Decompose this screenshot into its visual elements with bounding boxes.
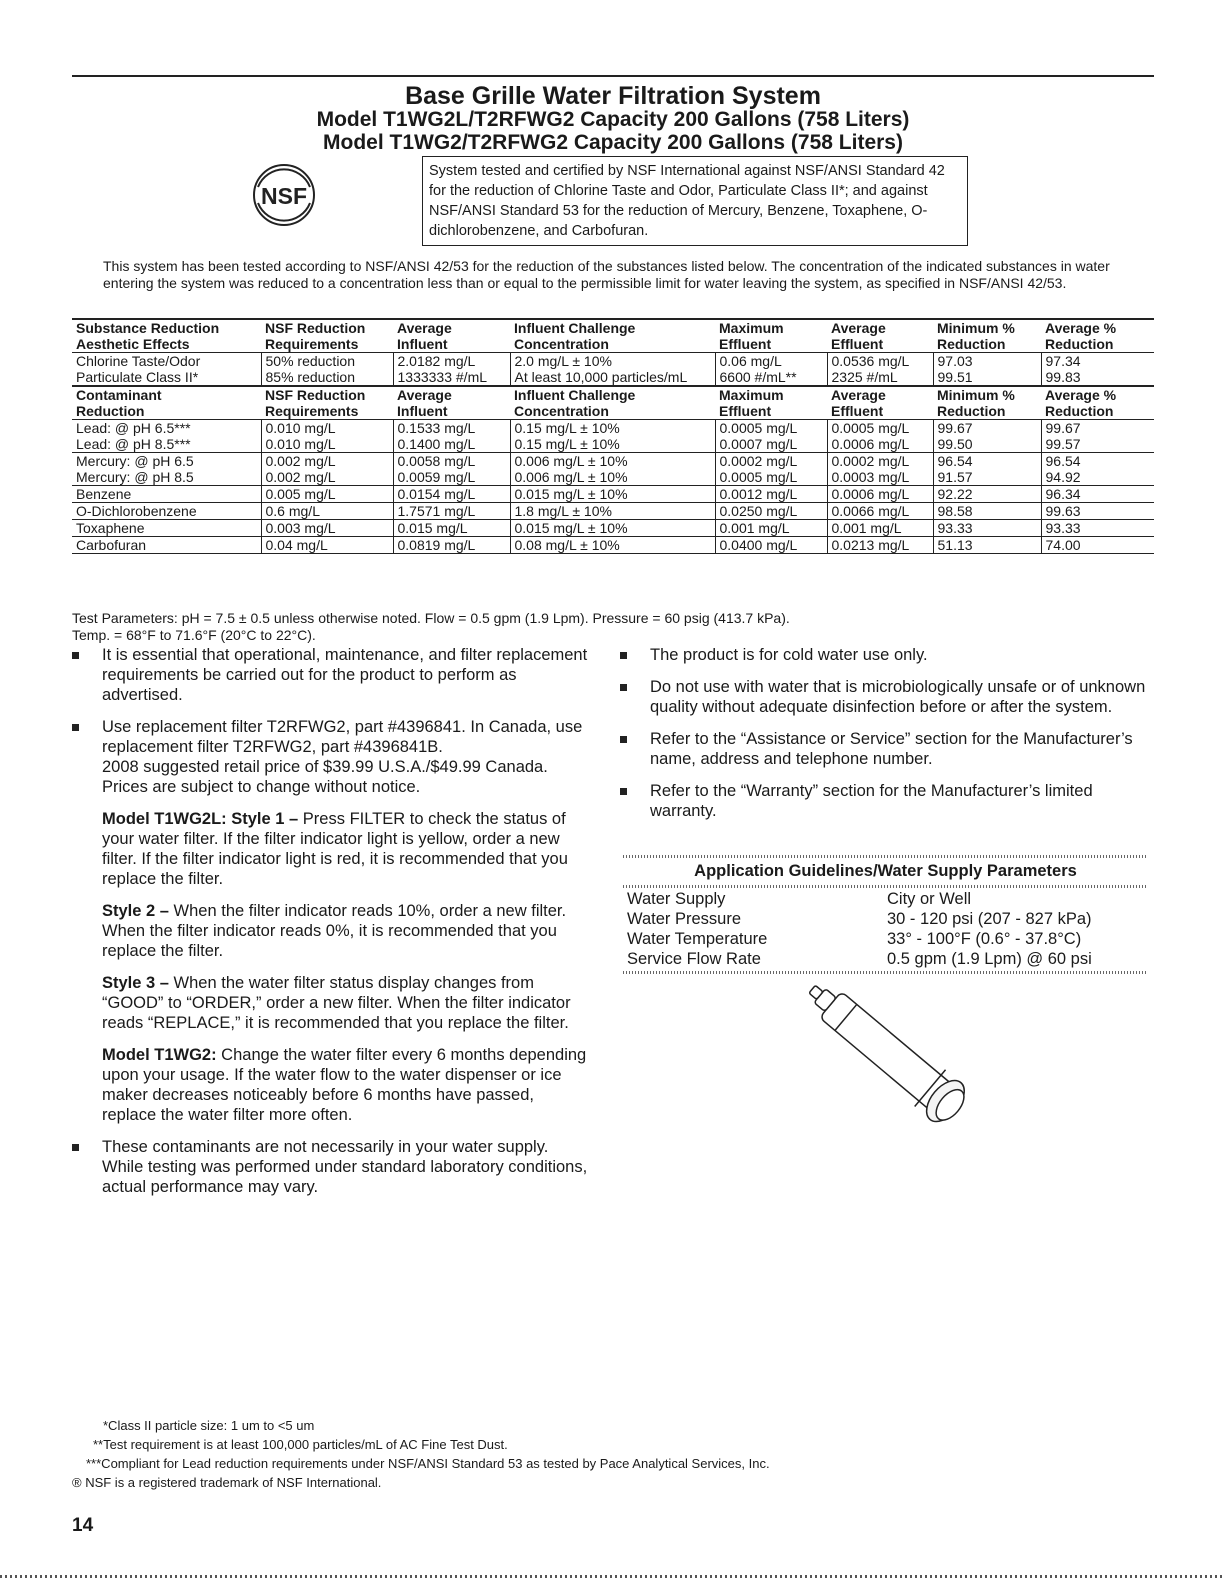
model-t1wg2-paragraph	[102, 1045, 592, 1125]
bullet-item	[620, 729, 1150, 769]
bottom-dashed-rule	[0, 1575, 1225, 1578]
table-cell: 96.54 94.92	[1041, 453, 1154, 486]
bullet-square-icon	[72, 1144, 79, 1151]
table-cell: 1.7571 mg/L	[393, 503, 510, 520]
table-cell: 0.0819 mg/L	[393, 537, 510, 554]
test-parameters: Test Parameters: pH = 7.5 ± 0.5 unless otherwise noted. Flow = 0.5 gpm (1.9 Lpm). Pressure = 60 psig (413.7 kPa). Temp. = 68°F to 71.6°F (20°C to 22°C).	[72, 610, 790, 643]
table-cell: Benzene	[72, 486, 261, 503]
app-label-water-supply: Water Supply	[627, 890, 726, 908]
dotted-divider	[623, 885, 1148, 888]
model-line-2: Model T1WG2/T2RFWG2 Capacity 200 Gallons (758 Liters)	[323, 131, 903, 154]
bullet-square-icon	[620, 652, 627, 659]
table-cell: 99.63	[1041, 503, 1154, 520]
nsf-logo-icon	[252, 163, 316, 227]
table-cell: Chlorine Taste/Odor Particulate Class II*	[72, 353, 261, 387]
app-value-water-pressure: 30 - 120 psi (207 - 827 kPa)	[887, 910, 1092, 928]
table-cell: 0.0006 mg/L	[827, 486, 933, 503]
table-header-cell: Average % Reduction	[1045, 320, 1117, 352]
table-header-cell: Average Influent	[397, 387, 452, 419]
nsf-certification-box: System tested and certified by NSF International against NSF/ANSI Standard 42 for the reduction of Chlorine Taste and Odor, Particulate Class II*; and against NSF/ANSI Standard 53 for the reduction of Mercury, Benzene, Toxaphene, O-dichlorobenzene, and Carbofuran.	[422, 156, 968, 246]
bullet-item	[72, 645, 592, 705]
dotted-divider	[623, 971, 1148, 974]
style-3-paragraph	[102, 973, 592, 1033]
bullet-square-icon	[72, 652, 79, 659]
table-cell: 0.0400 mg/L	[715, 537, 827, 554]
table-cell: 2.0 mg/L ± 10% At least 10,000 particles/mL	[510, 353, 715, 387]
table-cell: 96.34	[1041, 486, 1154, 503]
table-cell: 0.0213 mg/L	[827, 537, 933, 554]
table-cell: 51.13	[933, 537, 1041, 554]
table-cell: 0.0536 mg/L 2325 #/mL	[827, 353, 933, 387]
table-cell: 0.0250 mg/L	[715, 503, 827, 520]
table-header-cell: Influent Challenge Concentration	[514, 387, 636, 419]
table-cell: 0.006 mg/L ± 10% 0.006 mg/L ± 10%	[510, 453, 715, 486]
table-header-cell: Minimum % Reduction	[937, 320, 1015, 352]
table-cell: 93.33	[1041, 520, 1154, 537]
application-guidelines-title: Application Guidelines/Water Supply Parameters	[694, 862, 1077, 880]
bullet-item	[620, 645, 1150, 665]
left-column	[72, 645, 592, 1209]
table-row	[72, 520, 1154, 537]
page-title: Base Grille Water Filtration System	[405, 82, 821, 110]
table-header-row	[72, 386, 1154, 420]
footnote: ® NSF is a registered trademark of NSF International.	[72, 1475, 382, 1490]
style-3-text: When the water filter status display changes from “GOOD” to “ORDER,” order a new filter. When the filter indicator reads “REPLACE,” it is recommended that you replace the filter.	[102, 974, 571, 1032]
table-header-cell: Average Influent	[397, 320, 452, 352]
table-cell: 0.003 mg/L	[261, 520, 393, 537]
style-3-label: Style 3 –	[102, 974, 169, 992]
table-header-cell: NSF Reduction Requirements	[265, 387, 366, 419]
dotted-divider	[623, 855, 1148, 858]
table-row	[72, 537, 1154, 554]
bullet-text: It is essential that operational, maintenance, and filter replacement requirements be carried out for the product to perform as advertised.	[102, 646, 588, 704]
bullet-item	[620, 781, 1150, 821]
bullet-text: The product is for cold water use only.	[650, 646, 928, 664]
bullet-square-icon	[620, 684, 627, 691]
bullet-square-icon	[620, 788, 627, 795]
app-value-water-temperature: 33° - 100°F (0.6° - 37.8°C)	[887, 930, 1082, 948]
table-cell: 96.54 91.57	[933, 453, 1041, 486]
app-value-water-supply: City or Well	[887, 890, 972, 908]
table-header-cell: Maximum Effluent	[719, 387, 784, 419]
app-value-service-flow-rate: 0.5 gpm (1.9 Lpm) @ 60 psi	[887, 950, 1092, 968]
app-label-water-pressure: Water Pressure	[627, 910, 742, 928]
table-row	[72, 486, 1154, 503]
table-cell: 93.33	[933, 520, 1041, 537]
table-cell: 0.04 mg/L	[261, 537, 393, 554]
footnote: ***Compliant for Lead reduction requirements under NSF/ANSI Standard 53 as tested by Pace Analytical Services, Inc.	[86, 1456, 770, 1471]
table-header-cell: Minimum % Reduction	[937, 387, 1015, 419]
model-line-1: Model T1WG2L/T2RFWG2 Capacity 200 Gallons (758 Liters)	[316, 108, 910, 131]
table-row	[72, 503, 1154, 520]
table-cell: 0.0012 mg/L	[715, 486, 827, 503]
table-cell: Mercury: @ pH 6.5 Mercury: @ pH 8.5	[72, 453, 261, 486]
table-header-cell: Maximum Effluent	[719, 320, 784, 352]
table-cell: 99.67 99.50	[933, 420, 1041, 453]
table-header-cell: Influent Challenge Concentration	[514, 320, 636, 352]
table-header-cell: Average Effluent	[831, 387, 886, 419]
right-column	[620, 645, 1150, 833]
app-label-service-flow-rate: Service Flow Rate	[627, 950, 761, 968]
table-cell: 0.6 mg/L	[261, 503, 393, 520]
bullet-text: Do not use with water that is microbiologically unsafe or of unknown quality without adequate disinfection before or after the system.	[650, 678, 1146, 716]
bullet-text: These contaminants are not necessarily in your water supply. While testing was performed under standard laboratory conditions, actual performance may vary.	[102, 1138, 588, 1196]
water-filter-cartridge-illustration	[790, 980, 1000, 1140]
table-row	[72, 353, 1154, 387]
table-cell: 0.06 mg/L 6600 #/mL**	[715, 353, 827, 387]
table-cell: 2.0182 mg/L 1333333 #/mL	[393, 353, 510, 387]
table-cell: 0.0058 mg/L 0.0059 mg/L	[393, 453, 510, 486]
table-cell: 0.015 mg/L	[393, 520, 510, 537]
table-cell: 0.1533 mg/L 0.1400 mg/L	[393, 420, 510, 453]
bullet-square-icon	[72, 724, 79, 731]
footnote: *Class II particle size: 1 um to <5 um	[103, 1418, 315, 1433]
style-1-text: Press FILTER to check the status of your water filter. If the filter indicator light is yellow, order a new filter. If the filter indicator light is red, it is recommended that you replace the filter.	[102, 810, 568, 888]
table-row	[72, 453, 1154, 486]
table-cell: Toxaphene	[72, 520, 261, 537]
table-cell: 0.0005 mg/L 0.0006 mg/L	[827, 420, 933, 453]
table-cell: 97.03 99.51	[933, 353, 1041, 387]
table-cell: Carbofuran	[72, 537, 261, 554]
table-cell: 0.001 mg/L	[827, 520, 933, 537]
table-cell: 0.0002 mg/L 0.0003 mg/L	[827, 453, 933, 486]
table-cell: 74.00	[1041, 537, 1154, 554]
bullet-text: Refer to the “Assistance or Service” section for the Manufacturer’s name, address and telephone number.	[650, 730, 1133, 768]
table-header-cell: Substance Reduction Aesthetic Effects	[76, 320, 220, 352]
table-cell: 0.15 mg/L ± 10% 0.15 mg/L ± 10%	[510, 420, 715, 453]
table-cell: 97.34 99.83	[1041, 353, 1154, 387]
table-cell: 0.08 mg/L ± 10%	[510, 537, 715, 554]
footnote: **Test requirement is at least 100,000 particles/mL of AC Fine Test Dust.	[93, 1437, 508, 1452]
table-cell: 0.015 mg/L ± 10%	[510, 520, 715, 537]
table-cell: 0.0066 mg/L	[827, 503, 933, 520]
svg-text:NSF: NSF	[261, 183, 307, 209]
style-2-paragraph	[102, 901, 592, 961]
bullet-text: Refer to the “Warranty” section for the Manufacturer’s limited warranty.	[650, 782, 1093, 820]
table-header-cell: NSF Reduction Requirements	[265, 320, 366, 352]
style-2-label: Style 2 –	[102, 902, 169, 920]
table-header-cell: Contaminant Reduction	[76, 387, 162, 419]
table-header-cell: Average Effluent	[831, 320, 886, 352]
table-cell: 50% reduction 85% reduction	[261, 353, 393, 387]
bullet-item	[620, 677, 1150, 717]
bullet-item	[72, 717, 592, 1125]
table-cell: 0.0002 mg/L 0.0005 mg/L	[715, 453, 827, 486]
table-cell: 98.58	[933, 503, 1041, 520]
style-1-label: Model T1WG2L: Style 1 –	[102, 810, 299, 828]
bullet-item	[72, 1137, 592, 1197]
app-label-water-temperature: Water Temperature	[627, 930, 768, 948]
page-number: 14	[72, 1515, 94, 1536]
model-t1wg2-text: Change the water filter every 6 months depending upon your usage. If the water flow to the water dispenser or ice maker decreases noticeably before 6 months have passed, replace the water filter more often.	[102, 1046, 587, 1124]
table-cell: 0.0005 mg/L 0.0007 mg/L	[715, 420, 827, 453]
table-cell: O-Dichlorobenzene	[72, 503, 261, 520]
table-header-row	[72, 319, 1154, 353]
style-2-text: When the filter indicator reads 10%, order a new filter. When the filter indicator reads 0%, it is recommended that you replace the filter.	[102, 902, 567, 960]
bullet-square-icon	[620, 736, 627, 743]
table-cell: 1.8 mg/L ± 10%	[510, 503, 715, 520]
table-cell: 92.22	[933, 486, 1041, 503]
performance-data-table	[72, 318, 1154, 554]
model-t1wg2-label: Model T1WG2:	[102, 1046, 217, 1064]
table-cell: 0.015 mg/L ± 10%	[510, 486, 715, 503]
table-cell: 0.005 mg/L	[261, 486, 393, 503]
table-header-cell: Average % Reduction	[1045, 387, 1117, 419]
intro-paragraph: This system has been tested according to NSF/ANSI 42/53 for the reduction of the substances listed below. The concentration of the indicated substances in water entering the system was reduced to a concentration less than or equal to the permissible limit for water leaving the system, as specified in NSF/ANSI 42/53.	[103, 258, 1110, 291]
table-cell: 99.67 99.57	[1041, 420, 1154, 453]
table-cell: Lead: @ pH 6.5*** Lead: @ pH 8.5***	[72, 420, 261, 453]
table-cell: 0.010 mg/L 0.010 mg/L	[261, 420, 393, 453]
table-cell: 0.002 mg/L 0.002 mg/L	[261, 453, 393, 486]
bullet-text: Use replacement filter T2RFWG2, part #4396841. In Canada, use replacement filter T2RFWG2, part #4396841B. 2008 suggested retail price of $39.99 U.S.A./$49.99 Canada. Prices are subject to change without notice.	[102, 718, 583, 796]
table-row	[72, 420, 1154, 453]
table-cell: 0.001 mg/L	[715, 520, 827, 537]
table-cell: 0.0154 mg/L	[393, 486, 510, 503]
top-rule	[72, 75, 1154, 77]
style-1-paragraph	[102, 809, 592, 889]
